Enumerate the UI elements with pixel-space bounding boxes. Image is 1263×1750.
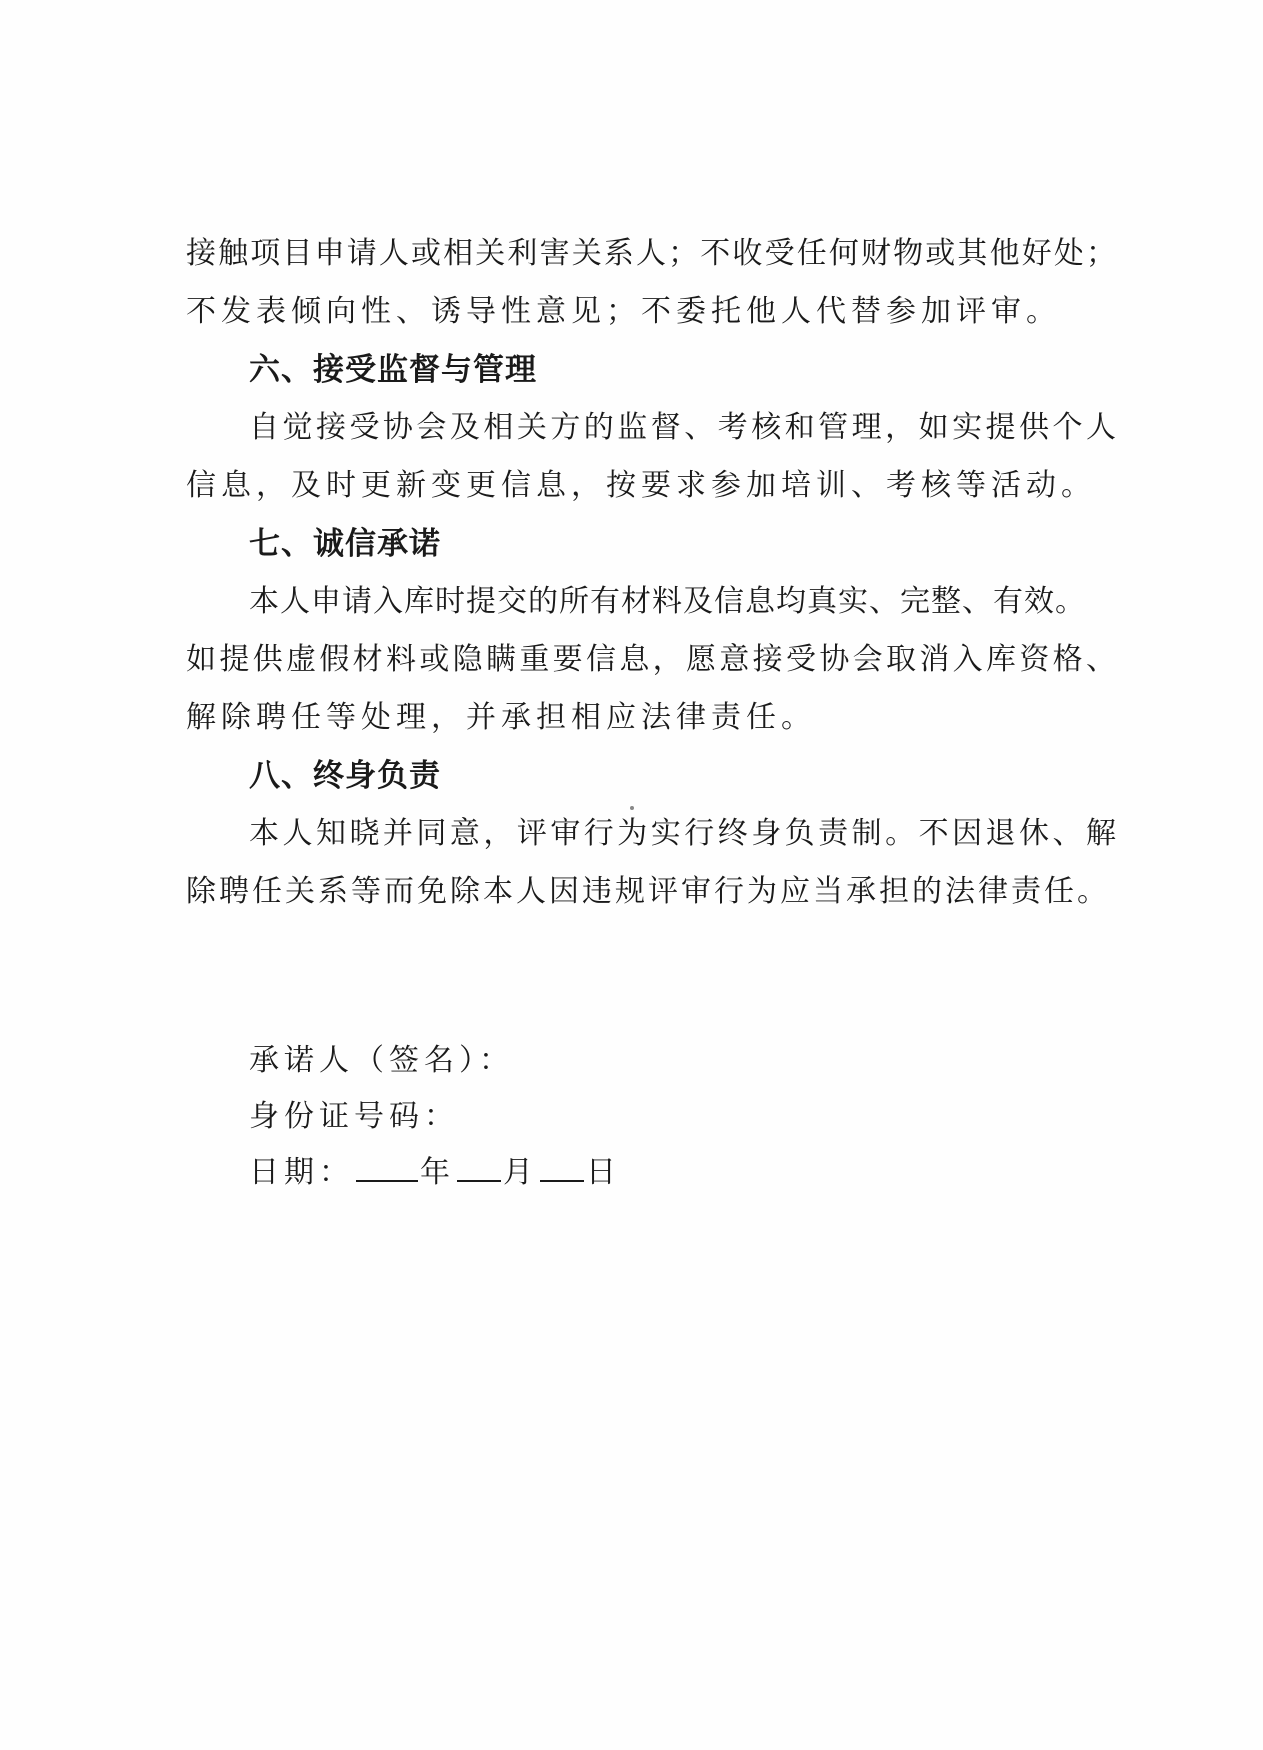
signer-line xyxy=(249,1033,621,1089)
document-body xyxy=(186,225,1116,921)
month-unit: 月 xyxy=(503,1155,538,1190)
section-heading-lifelong-responsibility: 八、终身负责 xyxy=(249,758,441,794)
date-label: 日期： xyxy=(249,1155,354,1190)
month-blank[interactable] xyxy=(457,1152,501,1182)
date-line xyxy=(249,1145,621,1201)
section-heading-integrity: 七、诚信承诺 xyxy=(249,526,441,562)
body-line: 本人申请入库时提交的所有材料及信息均真实、完整、有效。 xyxy=(249,584,1086,619)
signer-label: 承诺人（签名）： xyxy=(249,1043,514,1078)
section-heading-supervision: 六、接受监督与管理 xyxy=(249,352,537,388)
day-unit: 日 xyxy=(586,1155,621,1190)
year-blank[interactable] xyxy=(356,1152,418,1182)
body-line: 不发表倾向性、诱导性意见；不委托他人代替参加评审。 xyxy=(186,294,1061,329)
id-number-label: 身份证号码： xyxy=(249,1099,459,1134)
body-line: 接触项目申请人或相关利害关系人；不收受任何财物或其他好处； xyxy=(186,236,1116,271)
signature-block xyxy=(249,1033,621,1201)
body-line: 解除聘任等处理，并承担相应法律责任。 xyxy=(186,700,816,735)
body-line: 如提供虚假材料或隐瞒重要信息，愿意接受协会取消入库资格、 xyxy=(186,642,1116,677)
id-number-line xyxy=(249,1089,621,1145)
year-unit: 年 xyxy=(420,1155,455,1190)
body-line: 本人知晓并同意，评审行为实行终身负责制。不因退休、解 xyxy=(249,816,1116,851)
day-blank[interactable] xyxy=(540,1152,584,1182)
body-line: 自觉接受协会及相关方的监督、考核和管理，如实提供个人 xyxy=(249,410,1116,445)
body-line: 除聘任关系等而免除本人因违规评审行为应当承担的法律责任。 xyxy=(186,874,1110,909)
scan-speck xyxy=(630,806,634,810)
body-line: 信息，及时更新变更信息，按要求参加培训、考核等活动。 xyxy=(186,468,1096,503)
